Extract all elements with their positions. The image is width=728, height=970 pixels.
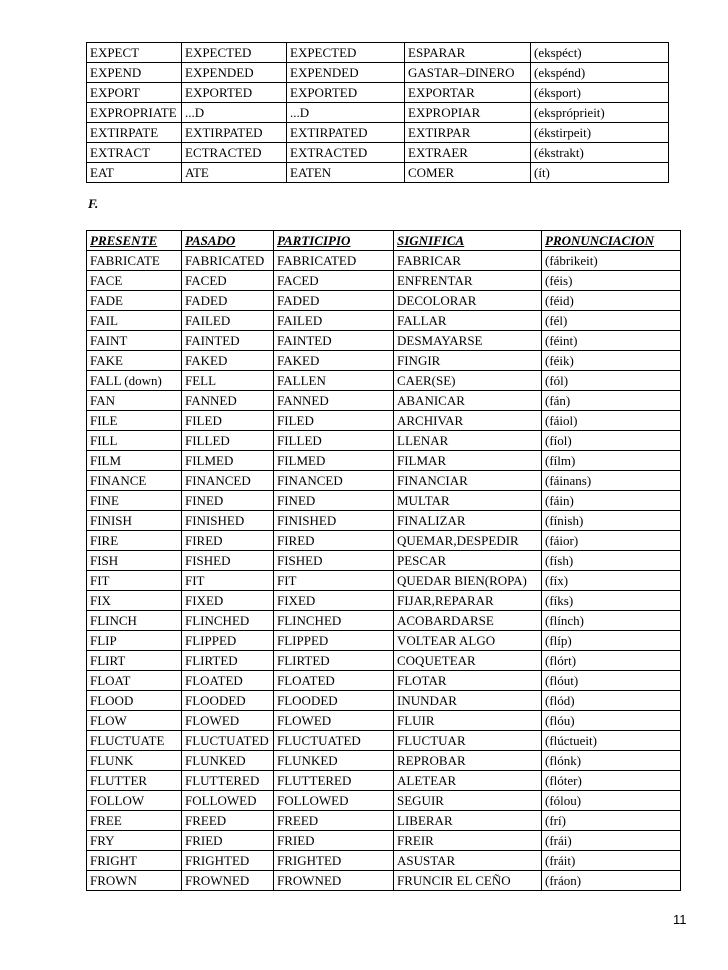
participio-cell: FAINTED	[274, 331, 394, 351]
presente-cell: FILL	[87, 431, 182, 451]
table-row	[87, 591, 681, 611]
presente-cell: FLIRT	[87, 651, 182, 671]
presente-cell: FLOOD	[87, 691, 182, 711]
significa-cell: CAER(SE)	[394, 371, 542, 391]
participio-cell: FINANCED	[274, 471, 394, 491]
presente-cell: FINE	[87, 491, 182, 511]
significa-cell: FLUIR	[394, 711, 542, 731]
table-row	[87, 123, 669, 143]
pasado-cell: FLOWED	[182, 711, 274, 731]
table-row	[87, 411, 681, 431]
header-significa: SIGNIFICA	[394, 231, 542, 251]
pasado-cell: EXPENDED	[182, 63, 287, 83]
table-row	[87, 491, 681, 511]
pronunciacion-cell: (flórt)	[542, 651, 681, 671]
participio-cell: EXPENDED	[287, 63, 405, 83]
table-row	[87, 391, 681, 411]
participio-cell: FAILED	[274, 311, 394, 331]
table-row	[87, 871, 681, 891]
pasado-cell: FACED	[182, 271, 274, 291]
presente-cell: FLOW	[87, 711, 182, 731]
pasado-cell: ...D	[182, 103, 287, 123]
table-row	[87, 671, 681, 691]
presente-cell: EXTRACT	[87, 143, 182, 163]
table-row	[87, 731, 681, 751]
pronunciacion-cell: (flíp)	[542, 631, 681, 651]
pronunciacion-cell: (éksport)	[531, 83, 669, 103]
table-row	[87, 351, 681, 371]
pronunciacion-cell: (físh)	[542, 551, 681, 571]
table-row	[87, 551, 681, 571]
pronunciacion-cell: (fíx)	[542, 571, 681, 591]
pasado-cell: FLUNKED	[182, 751, 274, 771]
pasado-cell: FABRICATED	[182, 251, 274, 271]
significa-cell: FLUCTUAR	[394, 731, 542, 751]
participio-cell: FLUCTUATED	[274, 731, 394, 751]
pronunciacion-cell: (flóu)	[542, 711, 681, 731]
pronunciacion-cell: (fráit)	[542, 851, 681, 871]
table-row	[87, 371, 681, 391]
pasado-cell: EXPECTED	[182, 43, 287, 63]
table-header-row	[87, 231, 681, 251]
significa-cell: ALETEAR	[394, 771, 542, 791]
significa-cell: EXTIRPAR	[405, 123, 531, 143]
table-row	[87, 311, 681, 331]
table-row	[87, 631, 681, 651]
significa-cell: LIBERAR	[394, 811, 542, 831]
presente-cell: FISH	[87, 551, 182, 571]
significa-cell: VOLTEAR ALGO	[394, 631, 542, 651]
pronunciacion-cell: (ékstrakt)	[531, 143, 669, 163]
presente-cell: FRIGHT	[87, 851, 182, 871]
pasado-cell: EXPORTED	[182, 83, 287, 103]
pasado-cell: FISHED	[182, 551, 274, 571]
pasado-cell: FINANCED	[182, 471, 274, 491]
presente-cell: FRY	[87, 831, 182, 851]
presente-cell: FABRICATE	[87, 251, 182, 271]
participio-cell: FREED	[274, 811, 394, 831]
table-row	[87, 811, 681, 831]
header-presente: PRESENTE	[87, 231, 182, 251]
participio-cell: FALLEN	[274, 371, 394, 391]
participio-cell: FLOWED	[274, 711, 394, 731]
page-number: 11	[673, 912, 687, 927]
participio-cell: FINED	[274, 491, 394, 511]
pronunciacion-cell: (fíks)	[542, 591, 681, 611]
presente-cell: FOLLOW	[87, 791, 182, 811]
presente-cell: FILE	[87, 411, 182, 431]
pronunciacion-cell: (eksprópriеit)	[531, 103, 669, 123]
pasado-cell: FIRED	[182, 531, 274, 551]
participio-cell: FLOODED	[274, 691, 394, 711]
significa-cell: FINANCIAR	[394, 471, 542, 491]
participio-cell: FLIPPED	[274, 631, 394, 651]
presente-cell: EAT	[87, 163, 182, 183]
pasado-cell: FIT	[182, 571, 274, 591]
header-participio: PARTICIPIO	[274, 231, 394, 251]
table-row	[87, 571, 681, 591]
table-row	[87, 331, 681, 351]
significa-cell: QUEDAR BIEN(ROPA)	[394, 571, 542, 591]
table-row	[87, 43, 669, 63]
table-row	[87, 771, 681, 791]
significa-cell: COMER	[405, 163, 531, 183]
pasado-cell: FANNED	[182, 391, 274, 411]
pronunciacion-cell: (flód)	[542, 691, 681, 711]
pasado-cell: FLIRTED	[182, 651, 274, 671]
presente-cell: FAIL	[87, 311, 182, 331]
significa-cell: MULTAR	[394, 491, 542, 511]
table-row	[87, 291, 681, 311]
participio-cell: EXTIRPATED	[287, 123, 405, 143]
pronunciacion-cell: (fíol)	[542, 431, 681, 451]
pasado-cell: FAINTED	[182, 331, 274, 351]
participio-cell: FILLED	[274, 431, 394, 451]
pasado-cell: FOLLOWED	[182, 791, 274, 811]
pasado-cell: FAILED	[182, 311, 274, 331]
significa-cell: FINGIR	[394, 351, 542, 371]
pasado-cell: FLOODED	[182, 691, 274, 711]
significa-cell: COQUETEAR	[394, 651, 542, 671]
table-row	[87, 851, 681, 871]
pasado-cell: FELL	[182, 371, 274, 391]
significa-cell: ACOBARDARSE	[394, 611, 542, 631]
pasado-cell: ATE	[182, 163, 287, 183]
pronunciacion-cell: (féis)	[542, 271, 681, 291]
significa-cell: SEGUIR	[394, 791, 542, 811]
significa-cell: FALLAR	[394, 311, 542, 331]
pronunciacion-cell: (fél)	[542, 311, 681, 331]
significa-cell: QUEMAR,DESPEDIR	[394, 531, 542, 551]
significa-cell: FABRICAR	[394, 251, 542, 271]
participio-cell: FAKED	[274, 351, 394, 371]
significa-cell: ENFRENTAR	[394, 271, 542, 291]
table-row	[87, 451, 681, 471]
pronunciacion-cell: (flóter)	[542, 771, 681, 791]
presente-cell: FINANCE	[87, 471, 182, 491]
pronunciacion-cell: (flóut)	[542, 671, 681, 691]
pronunciacion-cell: (frái)	[542, 831, 681, 851]
table-row	[87, 711, 681, 731]
participio-cell: EXPORTED	[287, 83, 405, 103]
presente-cell: FLUNK	[87, 751, 182, 771]
significa-cell: ABANICAR	[394, 391, 542, 411]
presente-cell: FADE	[87, 291, 182, 311]
table-row	[87, 751, 681, 771]
pasado-cell: FLOATED	[182, 671, 274, 691]
presente-cell: FLUTTER	[87, 771, 182, 791]
pasado-cell: FIXED	[182, 591, 274, 611]
significa-cell: FINALIZAR	[394, 511, 542, 531]
presente-cell: FAN	[87, 391, 182, 411]
header-pasado: PASADO	[182, 231, 274, 251]
significa-cell: DESMAYARSE	[394, 331, 542, 351]
presente-cell: FIX	[87, 591, 182, 611]
table-row	[87, 251, 681, 271]
table-row	[87, 471, 681, 491]
pronunciacion-cell: (féint)	[542, 331, 681, 351]
verb-table-e	[86, 42, 669, 183]
participio-cell: FLUNKED	[274, 751, 394, 771]
participio-cell: FRIGHTED	[274, 851, 394, 871]
pronunciacion-cell: (fáin)	[542, 491, 681, 511]
pronunciacion-cell: (flúctueit)	[542, 731, 681, 751]
participio-cell: FADED	[274, 291, 394, 311]
significa-cell: ESPARAR	[405, 43, 531, 63]
significa-cell: REPROBAR	[394, 751, 542, 771]
participio-cell: FOLLOWED	[274, 791, 394, 811]
participio-cell: FINISHED	[274, 511, 394, 531]
pronunciacion-cell: (frí)	[542, 811, 681, 831]
presente-cell: FROWN	[87, 871, 182, 891]
participio-cell: FISHED	[274, 551, 394, 571]
table-row	[87, 431, 681, 451]
participio-cell: FRIED	[274, 831, 394, 851]
section-heading: F.	[88, 196, 99, 211]
verb-table-f	[86, 230, 681, 891]
pasado-cell: FILLED	[182, 431, 274, 451]
presente-cell: EXPECT	[87, 43, 182, 63]
table-row	[87, 143, 669, 163]
participio-cell: FIXED	[274, 591, 394, 611]
pronunciacion-cell: (fáior)	[542, 531, 681, 551]
significa-cell: LLENAR	[394, 431, 542, 451]
pasado-cell: FLUTTERED	[182, 771, 274, 791]
pronunciacion-cell: (fán)	[542, 391, 681, 411]
pronunciacion-cell: (fáiol)	[542, 411, 681, 431]
presente-cell: FLIP	[87, 631, 182, 651]
pronunciacion-cell: (fólou)	[542, 791, 681, 811]
participio-cell: FLINCHED	[274, 611, 394, 631]
pronunciacion-cell: (féik)	[542, 351, 681, 371]
pronunciacion-cell: (ít)	[531, 163, 669, 183]
pasado-cell: FILED	[182, 411, 274, 431]
significa-cell: FREIR	[394, 831, 542, 851]
presente-cell: FALL (down)	[87, 371, 182, 391]
participio-cell: FLOATED	[274, 671, 394, 691]
pronunciacion-cell: (ekspéct)	[531, 43, 669, 63]
pasado-cell: FADED	[182, 291, 274, 311]
participio-cell: FABRICATED	[274, 251, 394, 271]
table-row	[87, 531, 681, 551]
presente-cell: FILM	[87, 451, 182, 471]
participio-cell: FLUTTERED	[274, 771, 394, 791]
presente-cell: EXPROPRIATE	[87, 103, 182, 123]
pasado-cell: FINISHED	[182, 511, 274, 531]
presente-cell: FINISH	[87, 511, 182, 531]
table-row	[87, 611, 681, 631]
presente-cell: EXPEND	[87, 63, 182, 83]
participio-cell: FLIRTED	[274, 651, 394, 671]
presente-cell: FLINCH	[87, 611, 182, 631]
table-row	[87, 651, 681, 671]
presente-cell: FAKE	[87, 351, 182, 371]
participio-cell: FIRED	[274, 531, 394, 551]
participio-cell: FILMED	[274, 451, 394, 471]
pasado-cell: FLINCHED	[182, 611, 274, 631]
significa-cell: EXPROPIAR	[405, 103, 531, 123]
presente-cell: EXTIRPATE	[87, 123, 182, 143]
significa-cell: ARCHIVAR	[394, 411, 542, 431]
significa-cell: FRUNCIR EL CEÑO	[394, 871, 542, 891]
table-row	[87, 791, 681, 811]
pronunciacion-cell: (fráon)	[542, 871, 681, 891]
participio-cell: EXTRACTED	[287, 143, 405, 163]
pasado-cell: FROWNED	[182, 871, 274, 891]
pronunciacion-cell: (féid)	[542, 291, 681, 311]
participio-cell: FILED	[274, 411, 394, 431]
significa-cell: EXPORTAR	[405, 83, 531, 103]
table-row	[87, 831, 681, 851]
pronunciacion-cell: (flónk)	[542, 751, 681, 771]
pasado-cell: FAKED	[182, 351, 274, 371]
pasado-cell: FRIGHTED	[182, 851, 274, 871]
table-row	[87, 163, 669, 183]
participio-cell: FIT	[274, 571, 394, 591]
participio-cell: FROWNED	[274, 871, 394, 891]
significa-cell: GASTAR–DINERO	[405, 63, 531, 83]
significa-cell: FLOTAR	[394, 671, 542, 691]
pasado-cell: FLIPPED	[182, 631, 274, 651]
presente-cell: FIRE	[87, 531, 182, 551]
presente-cell: FREE	[87, 811, 182, 831]
pasado-cell: FRIED	[182, 831, 274, 851]
presente-cell: FLOAT	[87, 671, 182, 691]
pronunciacion-cell: (fínish)	[542, 511, 681, 531]
pronunciacion-cell: (ékstirpeit)	[531, 123, 669, 143]
significa-cell: ASUSTAR	[394, 851, 542, 871]
pronunciacion-cell: (flínch)	[542, 611, 681, 631]
significa-cell: EXTRAER	[405, 143, 531, 163]
significa-cell: FIJAR,REPARAR	[394, 591, 542, 611]
participio-cell: EXPECTED	[287, 43, 405, 63]
pasado-cell: FLUCTUATED	[182, 731, 274, 751]
pasado-cell: FILMED	[182, 451, 274, 471]
table-row	[87, 83, 669, 103]
presente-cell: EXPORT	[87, 83, 182, 103]
pasado-cell: FINED	[182, 491, 274, 511]
presente-cell: FACE	[87, 271, 182, 291]
table-row	[87, 271, 681, 291]
table-row	[87, 63, 669, 83]
table-row	[87, 103, 669, 123]
pasado-cell: ECTRACTED	[182, 143, 287, 163]
presente-cell: FIT	[87, 571, 182, 591]
presente-cell: FLUCTUATE	[87, 731, 182, 751]
pronunciacion-cell: (fáinans)	[542, 471, 681, 491]
header-pronunciacion: PRONUNCIACION	[542, 231, 681, 251]
pronunciacion-cell: (fílm)	[542, 451, 681, 471]
table-row	[87, 511, 681, 531]
participio-cell: ...D	[287, 103, 405, 123]
pronunciacion-cell: (fól)	[542, 371, 681, 391]
significa-cell: DECOLORAR	[394, 291, 542, 311]
presente-cell: FAINT	[87, 331, 182, 351]
table-row	[87, 691, 681, 711]
participio-cell: FACED	[274, 271, 394, 291]
pasado-cell: FREED	[182, 811, 274, 831]
participio-cell: FANNED	[274, 391, 394, 411]
pronunciacion-cell: (fábrikeit)	[542, 251, 681, 271]
pronunciacion-cell: (ekspénd)	[531, 63, 669, 83]
significa-cell: INUNDAR	[394, 691, 542, 711]
significa-cell: FILMAR	[394, 451, 542, 471]
significa-cell: PESCAR	[394, 551, 542, 571]
participio-cell: EATEN	[287, 163, 405, 183]
pasado-cell: EXTIRPATED	[182, 123, 287, 143]
